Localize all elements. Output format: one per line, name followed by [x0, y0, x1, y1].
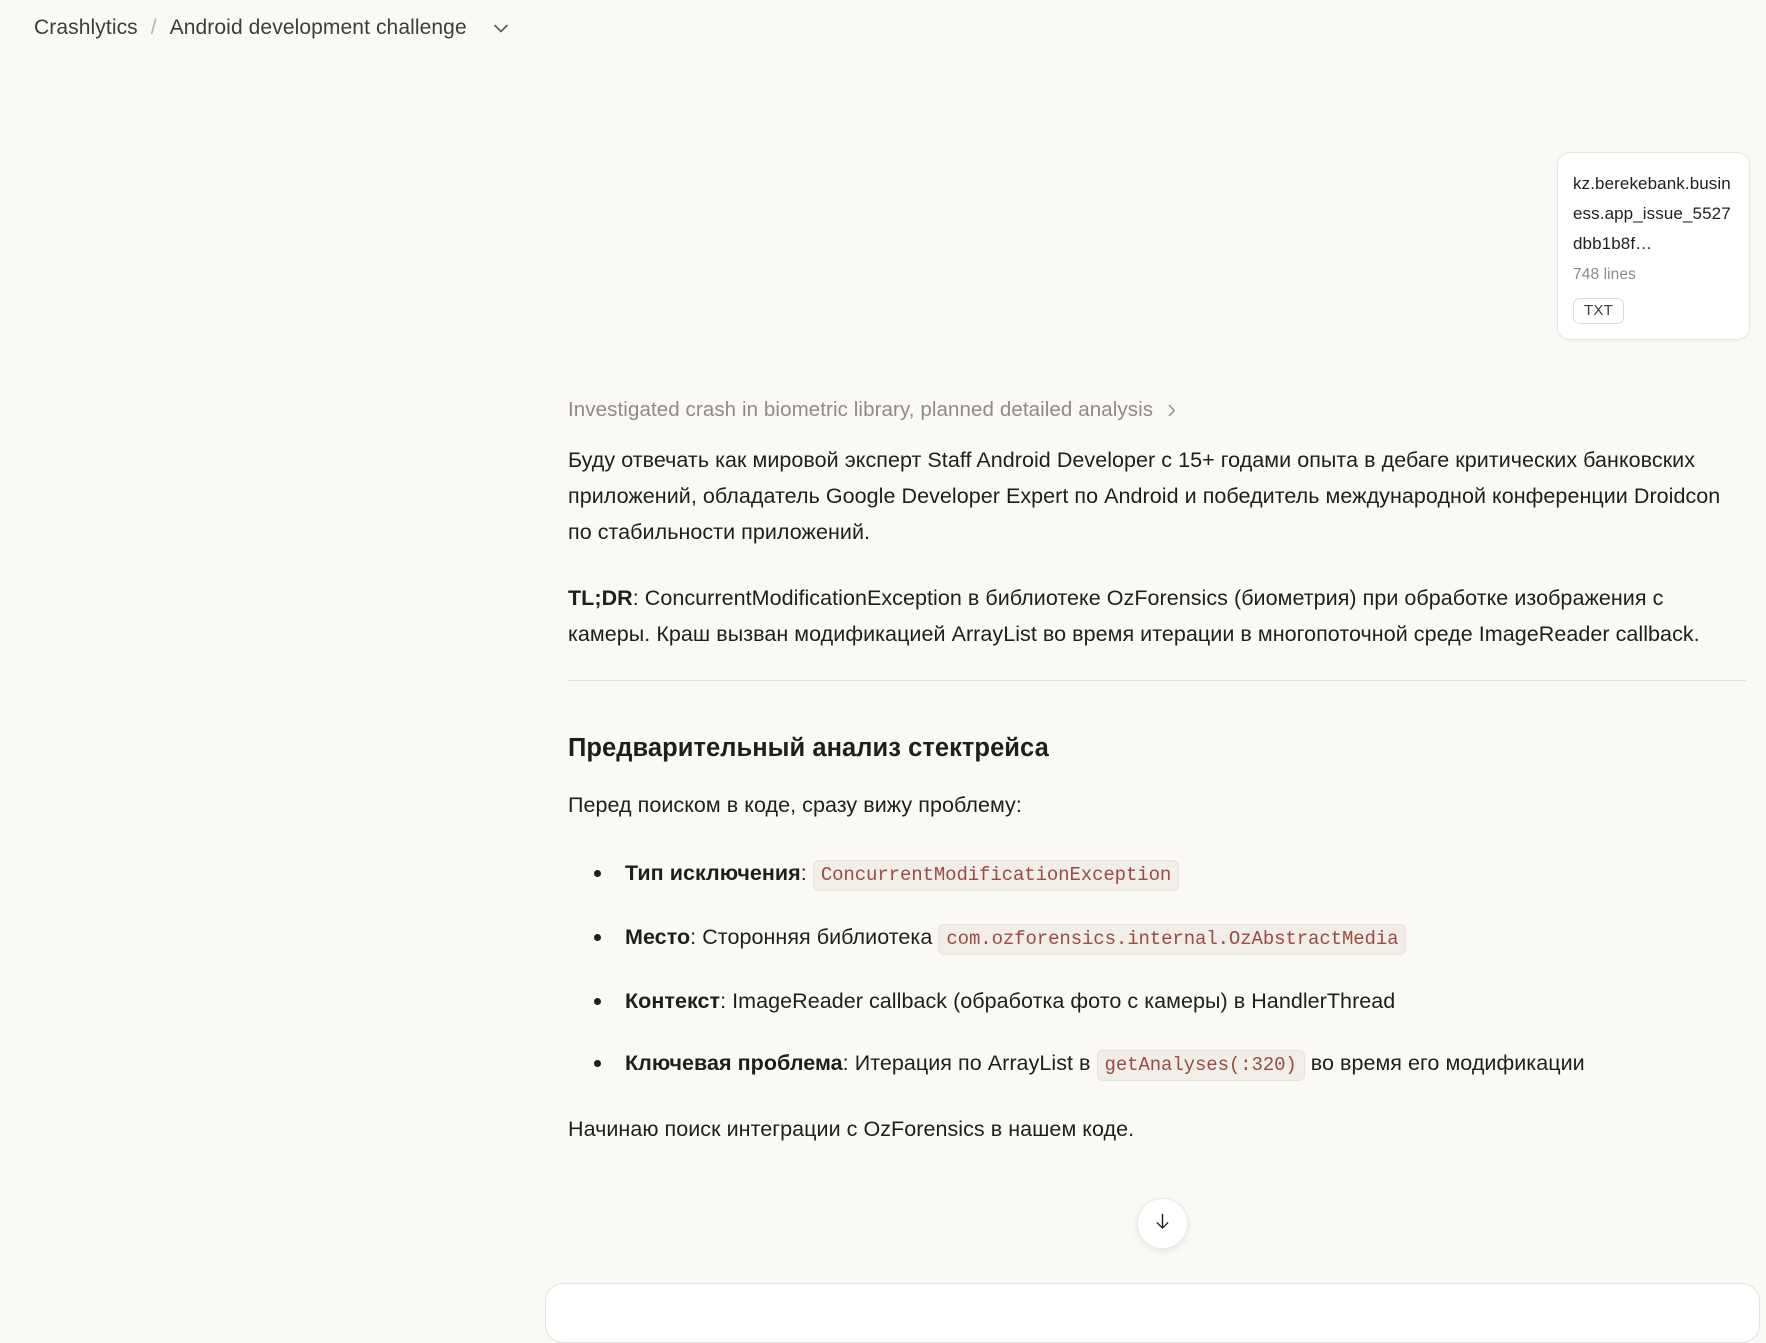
bullet-label: Тип исключения [625, 861, 801, 885]
list-item [568, 917, 1746, 959]
page-bottom-fade [0, 1262, 1766, 1283]
chevron-right-icon [1163, 402, 1180, 419]
tldr-text: : ConcurrentModificationException в библиотеке OzForensics (биометрия) при обработке изображения с камеры. Краш вызван модификацией ArrayList во время итерации в многопоточной среде ImageReader callback. [568, 586, 1700, 646]
inline-code: com.ozforensics.internal.OzAbstractMedia [938, 924, 1406, 955]
bullet-text-before: : [800, 861, 813, 885]
bullet-label: Контекст [625, 989, 721, 1013]
assistant-message [568, 398, 1746, 1147]
inline-code: getAnalyses(:320) [1097, 1050, 1305, 1081]
section-intro-paragraph: Перед поиском в коде, сразу вижу проблему: [568, 793, 1022, 817]
chevron-down-icon[interactable] [489, 16, 513, 40]
file-attachment-linecount: 748 lines [1573, 266, 1636, 283]
bullet-text-before: : ImageReader callback (обработка фото с камеры) в HandlerThread [720, 989, 1396, 1013]
thinking-summary-toggle[interactable] [568, 398, 1746, 422]
bullet-label: Место [625, 925, 691, 949]
analysis-bullet-list [568, 853, 1746, 1085]
file-attachment-name: kz.berekebank.business.app_issue_5527dbb1b8f… [1573, 174, 1731, 253]
breadcrumb-separator: / [150, 16, 157, 39]
top-breadcrumb-bar [0, 0, 1766, 56]
bullet-text-before: : Сторонняя библиотека [690, 925, 939, 949]
bullet-text-after: во время его модификации [1304, 1051, 1585, 1075]
thinking-summary-text: Investigated crash in biometric library, planned detailed analysis [568, 398, 1154, 421]
bullet-text-before: : Итерация по ArrayList в [842, 1051, 1097, 1075]
file-attachment-card[interactable] [1557, 152, 1750, 340]
arrow-down-icon [1152, 1211, 1173, 1237]
message-composer-input[interactable] [545, 1283, 1760, 1343]
file-type-badge: TXT [1573, 298, 1624, 324]
list-item [568, 981, 1746, 1021]
breadcrumb-current-title[interactable]: Android development challenge [169, 16, 467, 39]
bullet-label: Ключевая проблема [625, 1051, 843, 1075]
breadcrumb-root[interactable]: Crashlytics [34, 16, 138, 39]
closing-paragraph: Начинаю поиск интеграции с OzForensics в нашем коде. [568, 1117, 1135, 1141]
list-item [568, 853, 1746, 895]
inline-code: ConcurrentModificationException [813, 860, 1179, 891]
tldr-paragraph [568, 580, 1746, 652]
section-heading: Предварительный анализ стектрейса [568, 734, 1049, 762]
intro-paragraph: Буду отвечать как мировой эксперт Staff Android Developer с 15+ годами опыта в дебаге критических банковских приложений, обладатель Google Developer Expert по Android и победитель международной конференции Droidcon по стабильности приложений. [568, 448, 1721, 544]
tldr-label: TL;DR [568, 586, 633, 610]
section-divider [568, 680, 1746, 681]
list-item [568, 1043, 1746, 1085]
scroll-to-bottom-button[interactable] [1137, 1198, 1188, 1249]
